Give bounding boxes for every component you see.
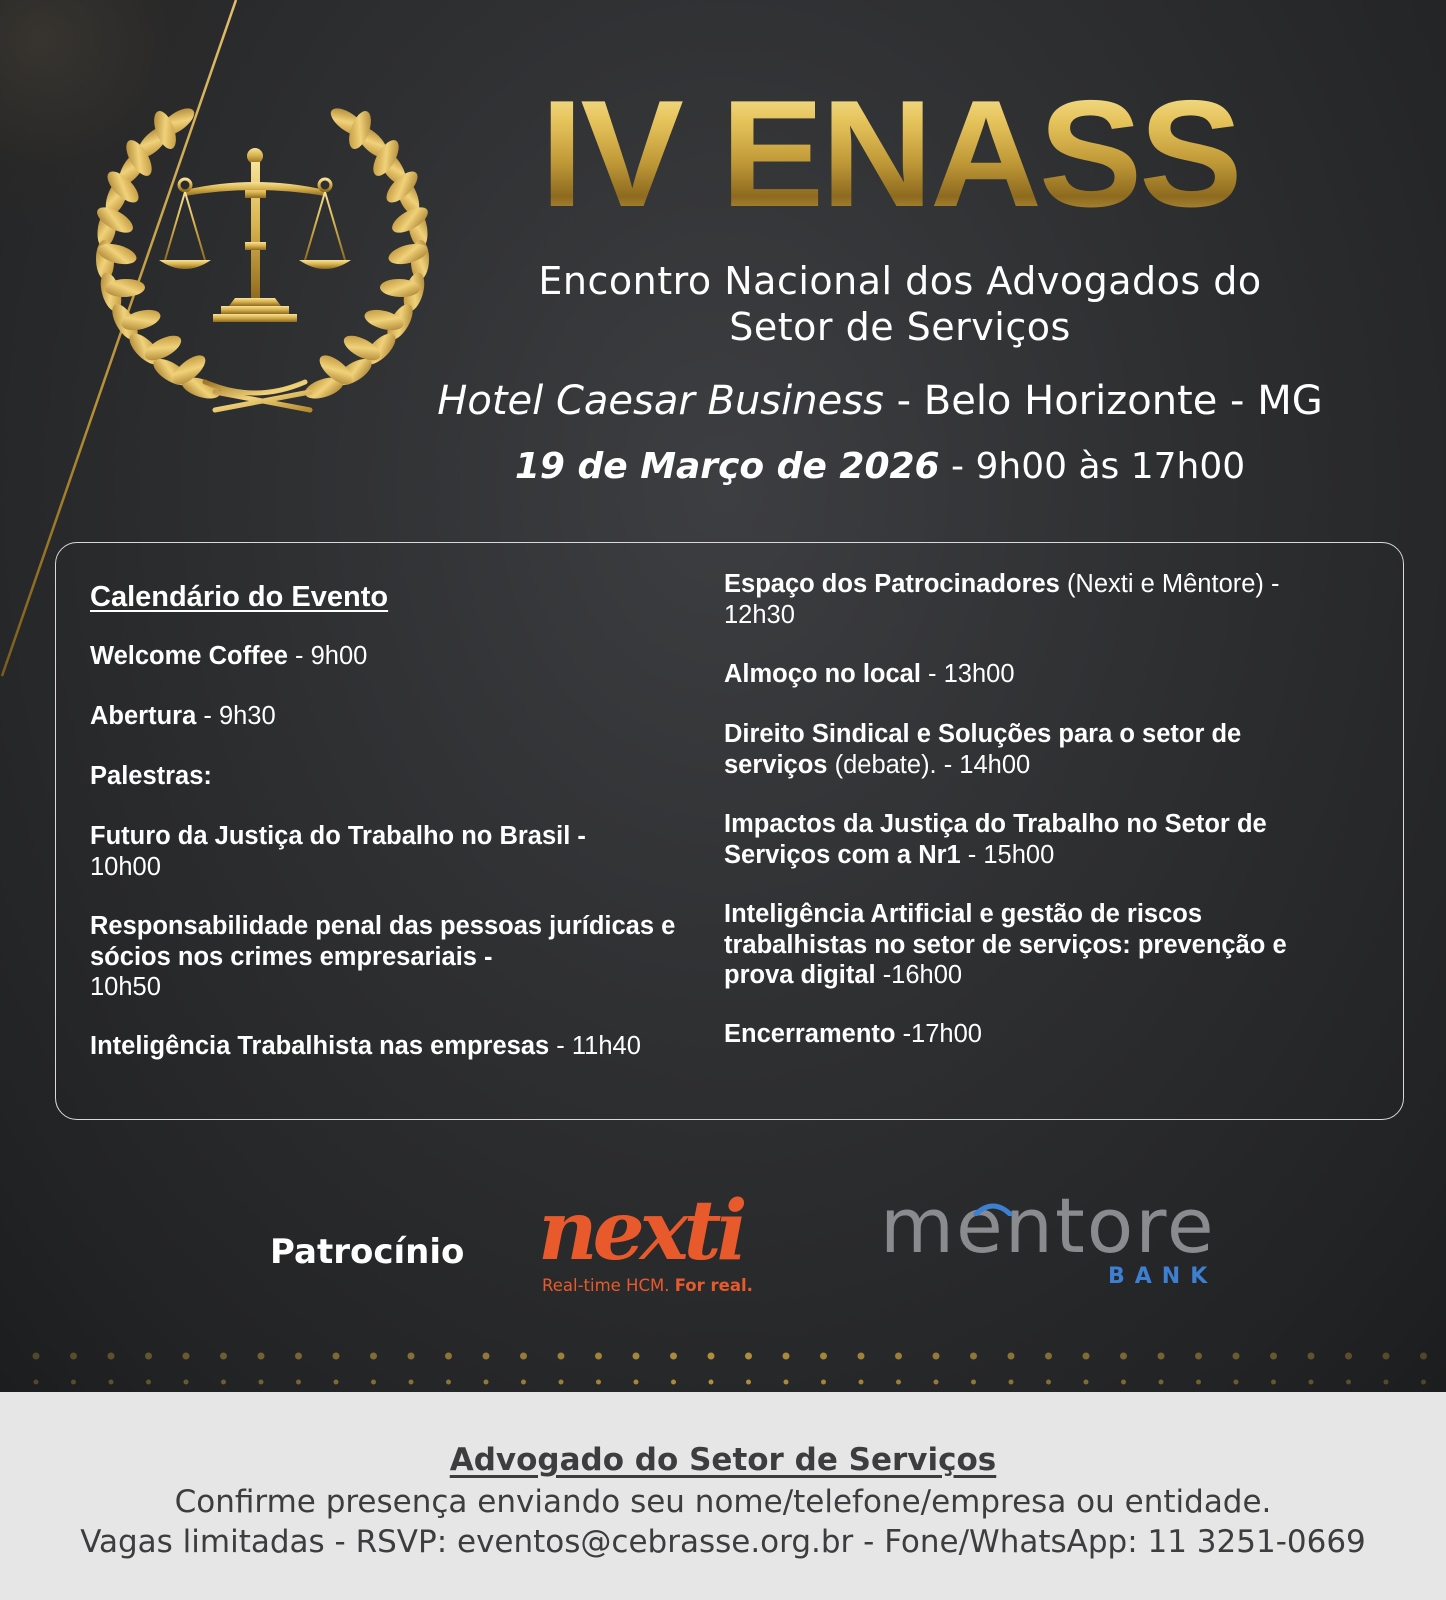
agenda-item-time: 10h00: [90, 852, 161, 881]
decor-dot: [634, 1380, 639, 1385]
venue-separator: -: [1217, 378, 1258, 424]
decor-dot: [1083, 1353, 1090, 1360]
venue-state: MG: [1257, 378, 1323, 424]
scales-of-justice-laurel-icon: [85, 92, 440, 422]
event-time: 9h00 às 17h00: [975, 446, 1246, 487]
agenda-item: [724, 899, 1344, 991]
decor-dot: [595, 1353, 602, 1360]
decor-dot: [1420, 1353, 1427, 1360]
decor-dot: [371, 1380, 376, 1385]
decor-dot: [295, 1353, 302, 1360]
decor-dot: [670, 1353, 677, 1360]
decor-dot: [1195, 1353, 1202, 1360]
decor-dot: [258, 1353, 265, 1360]
decor-dot: [220, 1353, 227, 1360]
agenda-item-title: Direito Sindical e Soluções para o setor de serviços: [724, 720, 1242, 779]
nexti-tagline-bold: For real.: [674, 1276, 753, 1295]
nexti-logo: [538, 1183, 798, 1300]
decor-dot: [971, 1380, 976, 1385]
agenda-item: [724, 719, 1324, 780]
agenda-item: [90, 641, 690, 672]
agenda-item-title: Impactos da Justiça do Trabalho no Setor de Serviços com a Nr1: [724, 810, 1267, 869]
agenda-item: [90, 911, 680, 1003]
agenda-item-title: Abertura: [90, 702, 197, 730]
decor-dot: [109, 1380, 114, 1385]
decor-dot: [1308, 1353, 1315, 1360]
agenda-item-title: Palestras:: [90, 762, 212, 790]
decor-dot: [446, 1380, 451, 1385]
decor-dot: [1158, 1353, 1165, 1360]
agenda-item: [90, 701, 690, 732]
decor-dot: [145, 1353, 152, 1360]
decor-dot: [709, 1380, 714, 1385]
decor-dot: [559, 1380, 564, 1385]
agenda-item-time: - 9h00: [287, 642, 368, 670]
decor-dot: [259, 1380, 264, 1385]
date-separator: -: [939, 446, 976, 487]
decor-dot: [1120, 1353, 1127, 1360]
decor-dot: [334, 1380, 339, 1385]
agenda-item-time: (Nexti e Mêntore) - 12h30: [724, 570, 1280, 629]
agenda-item-title: Inteligência Artificial e gestão de riscos trabalhistas no setor de serviços: prevenção e prova digital: [724, 900, 1287, 989]
decor-dot: [70, 1353, 77, 1360]
decor-dot: [483, 1353, 490, 1360]
decor-dot: [1271, 1380, 1276, 1385]
mentore-accent-arc-icon: [958, 1196, 1028, 1216]
mentore-wordmark: mentore: [880, 1181, 1216, 1270]
decor-dot: [558, 1353, 565, 1360]
decor-dot: [895, 1353, 902, 1360]
agenda-item-title: Inteligência Trabalhista nas empresas: [90, 1032, 550, 1060]
decor-dot: [1008, 1353, 1015, 1360]
decor-dot: [33, 1353, 40, 1360]
agenda-item-time: (debate). - 14h00: [827, 750, 1031, 779]
decor-dot: [521, 1380, 526, 1385]
decor-dot: [296, 1380, 301, 1385]
decor-dot: [183, 1353, 190, 1360]
agenda-item: [724, 569, 1344, 630]
decor-dot: [596, 1380, 601, 1385]
agenda-item-title: Responsabilidade penal das pessoas jurídicas e sócios nos crimes empresariais -: [90, 912, 676, 971]
decor-dot: [1309, 1380, 1314, 1385]
event-subtitle: [460, 258, 1340, 350]
event-date: 19 de Março de 2026: [514, 446, 940, 487]
dot-pattern-divider: [0, 1340, 1446, 1392]
agenda-item-title: Almoço no local: [724, 660, 921, 688]
venue-separator: -: [883, 378, 924, 424]
decor-dot: [146, 1380, 151, 1385]
agenda-item-time: - 11h40: [549, 1032, 641, 1060]
agenda-item-title: Espaço dos Patrocinadores: [724, 570, 1060, 598]
decor-dot: [1009, 1380, 1014, 1385]
agenda-box: [55, 542, 1404, 1120]
agenda-item: [90, 1031, 710, 1062]
nexti-wordmark: nexti: [538, 1183, 743, 1279]
venue-hotel: Hotel Caesar Business: [437, 378, 884, 424]
agenda-item: [90, 761, 690, 792]
decor-dot: [1045, 1353, 1052, 1360]
decor-dot: [520, 1353, 527, 1360]
sponsor-label: Patrocínio: [270, 1232, 465, 1272]
agenda-item-time: -16h00: [875, 961, 963, 989]
decor-dot: [821, 1380, 826, 1385]
agenda-item: [724, 1019, 1364, 1050]
decor-dot: [671, 1380, 676, 1385]
decor-dot: [333, 1353, 340, 1360]
decor-dot: [708, 1353, 715, 1360]
decor-dot: [896, 1380, 901, 1385]
agenda-item: [724, 809, 1324, 870]
venue-line: [380, 378, 1380, 424]
subtitle-line-2: Setor de Serviços: [729, 305, 1071, 349]
decor-dot: [934, 1380, 939, 1385]
decor-dot: [108, 1353, 115, 1360]
mentore-bank-label: BANK: [1108, 1264, 1218, 1289]
nexti-tagline-regular: Real-time HCM.: [542, 1276, 675, 1295]
agenda-item-time: - 9h30: [196, 702, 276, 730]
footer-title: Advogado do Setor de Serviços: [449, 1442, 997, 1478]
decor-dot: [34, 1380, 39, 1385]
decor-dot: [370, 1353, 377, 1360]
decor-dot: [1159, 1380, 1164, 1385]
decor-dot: [1345, 1353, 1352, 1360]
decor-dot: [1383, 1353, 1390, 1360]
decor-dot: [71, 1380, 76, 1385]
decor-dot: [970, 1353, 977, 1360]
decor-dot: [408, 1353, 415, 1360]
mentore-logo: [880, 1181, 1220, 1298]
date-line: [380, 446, 1380, 487]
decor-dot: [784, 1380, 789, 1385]
agenda-heading: Calendário do Evento: [90, 581, 389, 613]
agenda-item-time: - 15h00: [960, 840, 1055, 869]
decor-dot: [1421, 1380, 1426, 1385]
decor-dot: [484, 1380, 489, 1385]
nexti-tagline: [542, 1276, 753, 1295]
decor-dot: [746, 1380, 751, 1385]
footer: [0, 1392, 1446, 1600]
venue-city: Belo Horizonte: [923, 378, 1218, 424]
decor-dot: [1233, 1353, 1240, 1360]
agenda-item-title: Futuro da Justiça do Trabalho no Brasil -: [90, 822, 586, 850]
decor-dot: [1084, 1380, 1089, 1385]
decor-dot: [1234, 1380, 1239, 1385]
agenda-item-title: Welcome Coffee: [90, 642, 288, 670]
decor-dot: [859, 1380, 864, 1385]
decor-dot: [221, 1380, 226, 1385]
decor-dot: [633, 1353, 640, 1360]
agenda-item-time: - 13h00: [920, 660, 1015, 688]
decor-dot: [933, 1353, 940, 1360]
event-title: IV ENASS: [513, 78, 1268, 230]
decor-dot: [820, 1353, 827, 1360]
footer-contact: Vagas limitadas - RSVP: eventos@cebrasse.org.br - Fone/WhatsApp: 11 3251-0669: [80, 1524, 1366, 1560]
subtitle-line-1: Encontro Nacional dos Advogados do: [538, 259, 1262, 303]
decor-dot: [858, 1353, 865, 1360]
decor-dot: [1270, 1353, 1277, 1360]
agenda-item: [724, 659, 1364, 690]
footer-rsvp-instructions: Confirme presença enviando seu nome/telefone/empresa ou entidade.: [174, 1484, 1272, 1520]
decor-dot: [1121, 1380, 1126, 1385]
agenda-item-time: -17h00: [895, 1020, 982, 1048]
decor-dot: [445, 1353, 452, 1360]
decor-dot: [184, 1380, 189, 1385]
decor-dot: [409, 1380, 414, 1385]
agenda-item-title: Encerramento: [724, 1020, 896, 1048]
decor-dot: [745, 1353, 752, 1360]
decor-dot: [1346, 1380, 1351, 1385]
agenda-item-time: 10h50: [90, 973, 161, 1001]
agenda-item: [90, 821, 690, 882]
decor-dot: [1196, 1380, 1201, 1385]
decor-dot: [1384, 1380, 1389, 1385]
decor-dot: [783, 1353, 790, 1360]
decor-dot: [1046, 1380, 1051, 1385]
